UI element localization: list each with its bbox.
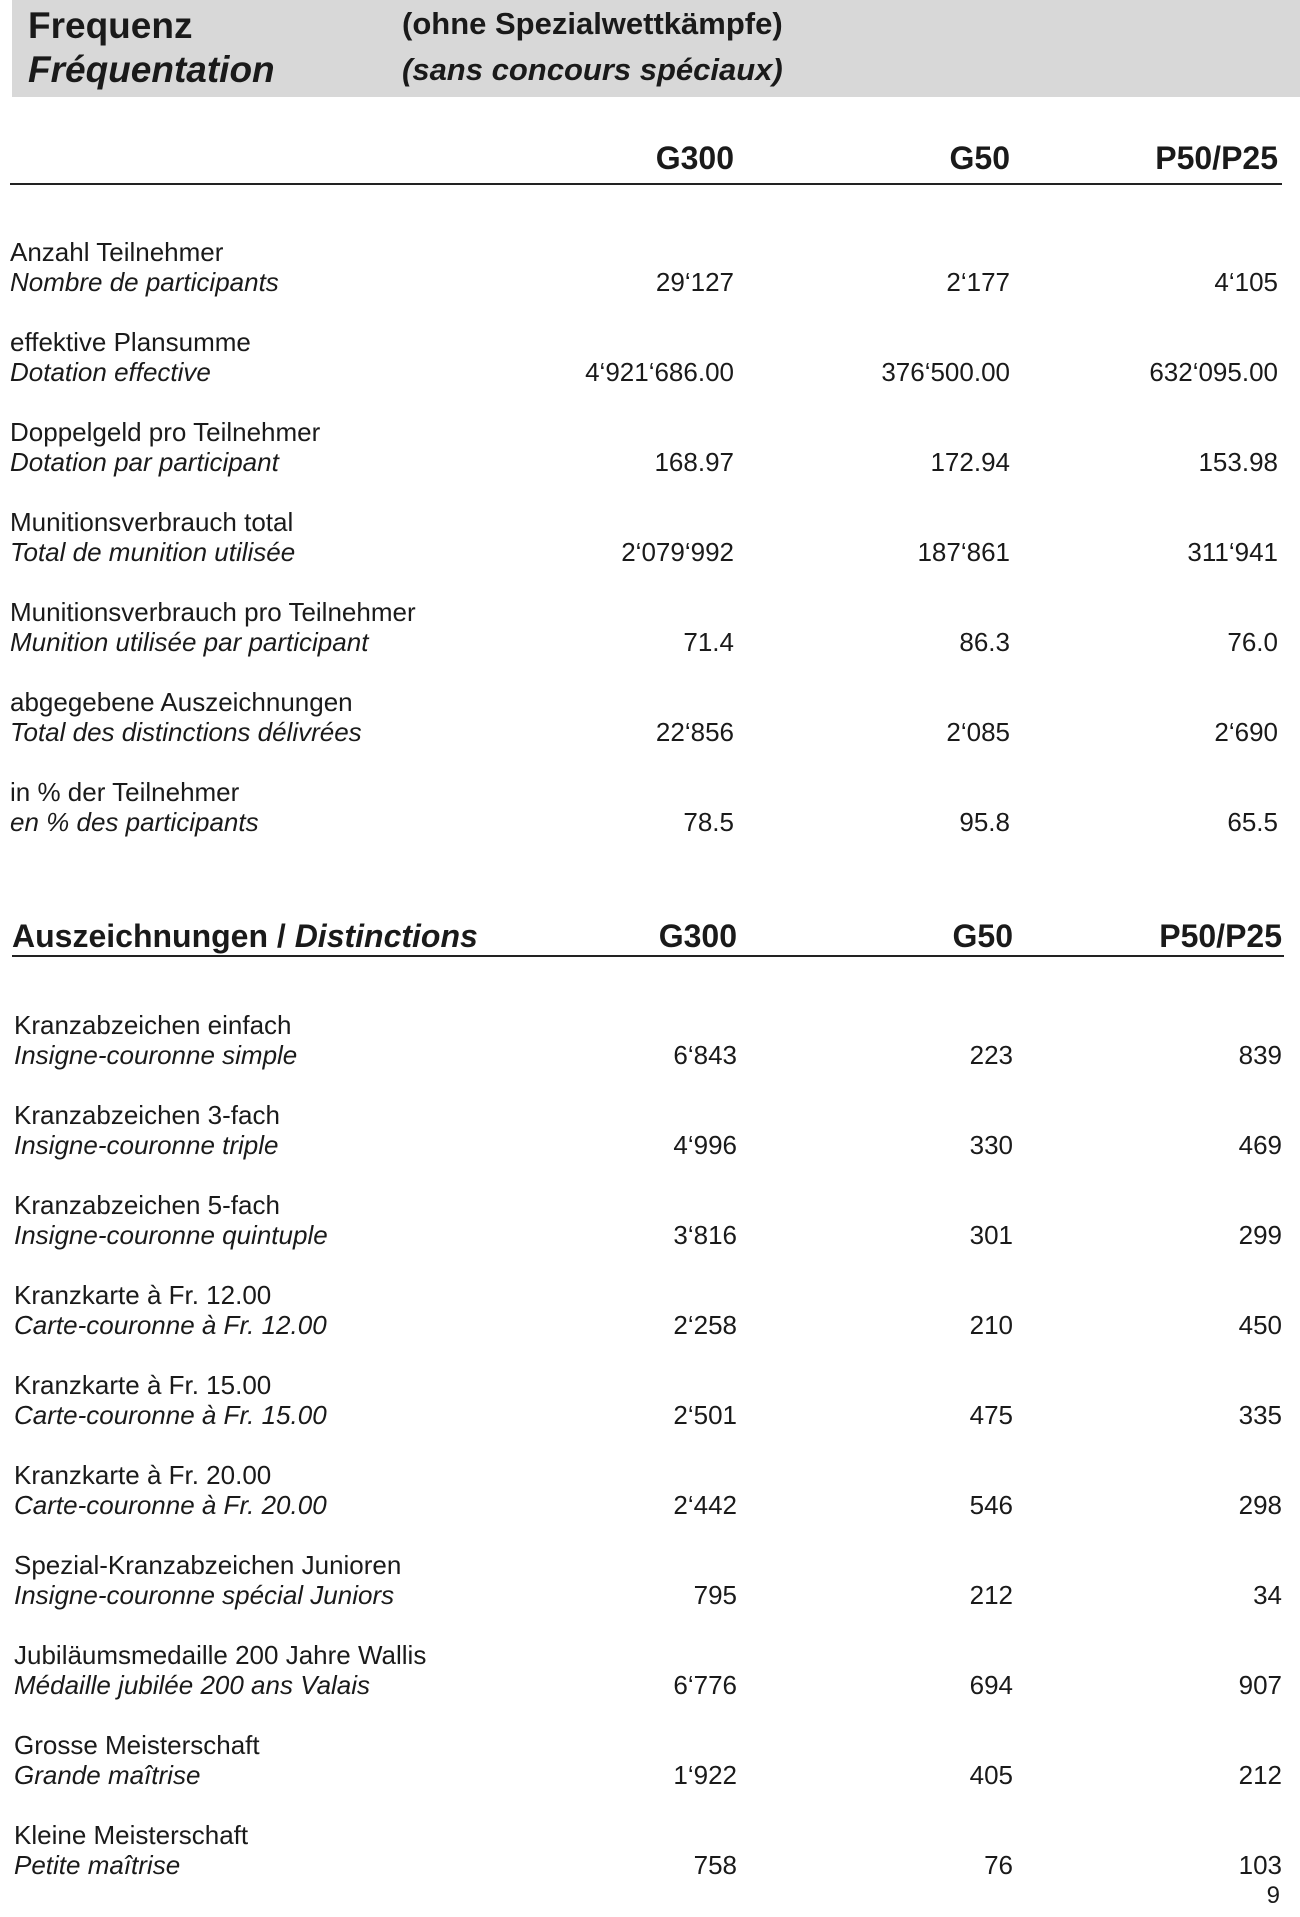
dist-header-rule <box>12 955 1284 957</box>
dist-value-g50: 330 <box>969 1130 1013 1160</box>
dist-label-fr: Carte-couronne à Fr. 12.00 <box>14 1310 327 1340</box>
dist-row <box>0 1100 1300 1160</box>
freq-value-g50: 376‘500.00 <box>881 357 1010 387</box>
dist-label-fr: Insigne-couronne quintuple <box>14 1220 328 1250</box>
dist-value-g50: 223 <box>969 1040 1013 1070</box>
freq-label-de: Doppelgeld pro Teilnehmer <box>10 417 321 447</box>
dist-value-g50: 694 <box>969 1670 1013 1700</box>
freq-value-g50: 95.8 <box>959 807 1010 837</box>
freq-label-de: in % der Teilnehmer <box>10 777 240 807</box>
dist-label-de: Jubiläumsmedaille 200 Jahre Wallis <box>14 1640 427 1670</box>
freq-label-fr: Total de munition utilisée <box>10 537 296 567</box>
dist-value-p50p25: 907 <box>1238 1670 1282 1700</box>
freq-label-de: effektive Plansumme <box>10 327 251 357</box>
dist-label-fr: Insigne-couronne triple <box>14 1130 279 1160</box>
freq-col-head-p50p25: P50/P25 <box>1155 140 1278 176</box>
dist-row <box>0 1730 1300 1790</box>
dist-col-head-p50p25: P50/P25 <box>1159 918 1282 954</box>
page-subtitle-fr: (sans concours spéciaux) <box>402 52 783 87</box>
freq-value-g300: 29‘127 <box>655 267 734 297</box>
dist-value-g300: 1‘922 <box>673 1760 737 1790</box>
freq-col-head-g300: G300 <box>655 140 734 176</box>
page-title-fr: Fréquentation <box>28 49 275 90</box>
freq-value-p50p25: 76.0 <box>1227 627 1278 657</box>
dist-value-g50: 546 <box>969 1490 1013 1520</box>
freq-value-g300: 71.4 <box>683 627 734 657</box>
freq-label-fr: Munition utilisée par participant <box>10 627 369 657</box>
dist-label-de: Kleine Meisterschaft <box>14 1820 249 1850</box>
dist-row <box>0 1460 1300 1520</box>
freq-row <box>0 327 1300 387</box>
freq-value-g50: 2‘177 <box>946 267 1010 297</box>
distinctions-title-de: Auszeichnungen / <box>12 918 295 954</box>
freq-label-fr: en % des participants <box>10 807 259 837</box>
freq-row <box>0 777 1300 837</box>
dist-label-de: Kranzkarte à Fr. 12.00 <box>14 1280 272 1310</box>
dist-label-fr: Médaille jubilée 200 ans Valais <box>14 1670 371 1700</box>
freq-value-g300: 168.97 <box>654 447 734 477</box>
freq-label-de: Anzahl Teilnehmer <box>10 237 224 267</box>
dist-value-g50: 405 <box>969 1760 1013 1790</box>
freq-value-g50: 187‘861 <box>917 537 1010 567</box>
dist-value-g300: 6‘776 <box>673 1670 737 1700</box>
freq-row <box>0 597 1300 657</box>
freq-value-g300: 2‘079‘992 <box>621 537 734 567</box>
dist-value-g300: 795 <box>693 1580 737 1610</box>
dist-value-p50p25: 335 <box>1238 1400 1282 1430</box>
freq-value-p50p25: 153.98 <box>1198 447 1278 477</box>
dist-value-g300: 2‘442 <box>673 1490 737 1520</box>
dist-label-fr: Insigne-couronne simple <box>14 1040 298 1070</box>
dist-value-p50p25: 839 <box>1238 1040 1282 1070</box>
dist-col-head-g50: G50 <box>952 918 1013 954</box>
dist-value-p50p25: 103 <box>1238 1850 1282 1880</box>
freq-row <box>0 237 1300 297</box>
dist-value-g300: 6‘843 <box>673 1040 737 1070</box>
dist-value-p50p25: 299 <box>1238 1220 1282 1250</box>
dist-label-fr: Carte-couronne à Fr. 20.00 <box>14 1490 327 1520</box>
distinctions-title-fr: Distinctions <box>294 918 478 954</box>
freq-value-g300: 22‘856 <box>655 717 734 747</box>
dist-value-g50: 212 <box>969 1580 1013 1610</box>
dist-value-p50p25: 298 <box>1238 1490 1282 1520</box>
freq-row <box>0 507 1300 567</box>
dist-label-fr: Petite maîtrise <box>14 1850 181 1880</box>
freq-row <box>0 687 1300 747</box>
dist-row <box>0 1640 1300 1700</box>
dist-value-p50p25: 34 <box>1253 1580 1282 1610</box>
dist-label-fr: Carte-couronne à Fr. 15.00 <box>14 1400 327 1430</box>
dist-label-fr: Insigne-couronne spécial Juniors <box>14 1580 395 1610</box>
dist-value-g300: 2‘258 <box>673 1310 737 1340</box>
dist-label-de: Kranzkarte à Fr. 20.00 <box>14 1460 272 1490</box>
dist-label-de: Spezial-Kranzabzeichen Junioren <box>14 1550 402 1580</box>
page-title-de: Frequenz <box>28 5 193 46</box>
dist-row <box>0 1370 1300 1430</box>
dist-value-g50: 76 <box>984 1850 1013 1880</box>
dist-label-de: Grosse Meisterschaft <box>14 1730 260 1760</box>
dist-label-de: Kranzkarte à Fr. 15.00 <box>14 1370 272 1400</box>
freq-value-g50: 86.3 <box>959 627 1010 657</box>
dist-value-g300: 4‘996 <box>673 1130 737 1160</box>
dist-value-p50p25: 212 <box>1238 1760 1282 1790</box>
dist-row <box>0 1820 1300 1880</box>
freq-label-de: abgegebene Auszeichnungen <box>10 687 353 717</box>
dist-value-p50p25: 469 <box>1238 1130 1282 1160</box>
freq-value-g50: 2‘085 <box>946 717 1010 747</box>
dist-row <box>0 1190 1300 1250</box>
distinctions-title <box>12 918 478 954</box>
dist-value-g50: 210 <box>969 1310 1013 1340</box>
freq-label-fr: Total des distinctions délivrées <box>10 717 362 747</box>
dist-row <box>0 1550 1300 1610</box>
freq-label-fr: Nombre de participants <box>10 267 279 297</box>
freq-col-head-g50: G50 <box>949 140 1010 176</box>
freq-value-g300: 78.5 <box>683 807 734 837</box>
dist-label-de: Kranzabzeichen einfach <box>14 1010 292 1040</box>
freq-label-fr: Dotation effective <box>10 357 211 387</box>
dist-row <box>0 1010 1300 1070</box>
page-number: 9 <box>1266 1882 1280 1909</box>
dist-value-g300: 758 <box>693 1850 737 1880</box>
freq-value-p50p25: 65.5 <box>1227 807 1278 837</box>
freq-label-de: Munitionsverbrauch total <box>10 507 294 537</box>
freq-label-de: Munitionsverbrauch pro Teilnehmer <box>10 597 416 627</box>
dist-label-de: Kranzabzeichen 5-fach <box>14 1190 280 1220</box>
dist-col-head-g300: G300 <box>658 918 737 954</box>
dist-label-de: Kranzabzeichen 3-fach <box>14 1100 280 1130</box>
freq-value-p50p25: 2‘690 <box>1214 717 1278 747</box>
freq-value-p50p25: 311‘941 <box>1187 537 1278 567</box>
freq-label-fr: Dotation par participant <box>10 447 279 477</box>
dist-value-g300: 3‘816 <box>673 1220 737 1250</box>
freq-value-g300: 4‘921‘686.00 <box>585 357 734 387</box>
dist-value-g50: 301 <box>969 1220 1013 1250</box>
dist-row <box>0 1280 1300 1340</box>
freq-header-rule <box>10 183 1282 185</box>
page-subtitle-de: (ohne Spezialwettkämpfe) <box>402 6 783 41</box>
freq-value-p50p25: 632‘095.00 <box>1149 357 1278 387</box>
dist-label-fr: Grande maîtrise <box>14 1760 201 1790</box>
dist-value-g50: 475 <box>969 1400 1013 1430</box>
freq-value-g50: 172.94 <box>930 447 1010 477</box>
dist-value-p50p25: 450 <box>1238 1310 1282 1340</box>
dist-value-g300: 2‘501 <box>673 1400 737 1430</box>
freq-row <box>0 417 1300 477</box>
freq-value-p50p25: 4‘105 <box>1214 267 1278 297</box>
